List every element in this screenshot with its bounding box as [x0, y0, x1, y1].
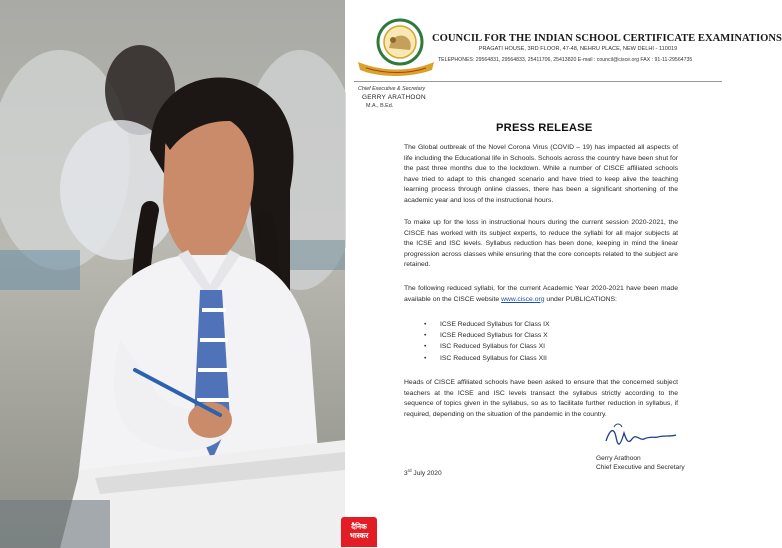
date-day: 3: [404, 470, 408, 478]
signature-image: [600, 419, 680, 455]
header-divider: [354, 81, 722, 82]
press-release-title: PRESS RELEASE: [496, 122, 593, 134]
paragraph-syllabus-reduction: To make up for the loss in instructional hours during the current session 2020-2021, the CISCE has worked with its subject experts, to reduce the syllabi for all major subjects at the ICSE and ISC levels. Syllabus reduction has been done, keeping in mind the linear progression across classes while ensuring that the core concepts related to the subject are retained.: [404, 219, 678, 269]
date-month-year: July 2020: [411, 470, 442, 478]
signatory-block: [596, 455, 685, 472]
availability-text-end: under PUBLICATIONS:: [544, 295, 617, 303]
executive-degree: M.A., B.Ed.: [366, 103, 394, 109]
paragraph-outbreak: The Global outbreak of the Novel Corona Virus (COVID – 19) has impacted all aspects of life including the Educational life in Schools. Schools across the country have been shut for the past three months due to the lockdown. While a number of CISCE affiliated schools have tried to adapt to this changed scenario and have tried to keep alive the teaching learning process through online classes, there has been a significant shortening of the academic year and loss of the instructional hours.: [404, 144, 678, 204]
executive-name: GERRY ARATHOON: [362, 94, 426, 101]
student-photo-illustration: [0, 0, 345, 548]
list-item: • ICSE Reduced Syllabus for Class X: [424, 330, 550, 341]
brand-line-2: भास्कर: [349, 531, 369, 540]
student-photo: [0, 0, 345, 548]
date-suffix: rd: [407, 468, 412, 473]
organization-address: PRAGATI HOUSE, 3RD FLOOR, 47-48, NEHRU PLACE, NEW DELHI - 110019: [478, 46, 678, 52]
organization-name: COUNCIL FOR THE INDIAN SCHOOL CERTIFICATE EXAMINATIONS: [432, 33, 782, 44]
organization-contact: TELEPHONES: 29564831, 29564833, 25411706, 25413820 E-mail : council@cisce.org FAX : 91-11-29564735: [438, 57, 693, 63]
press-release-document: [346, 0, 782, 548]
paragraph-instructions: Heads of CISCE affiliated schools have been asked to ensure that the concerned subject teachers at the ICSE and ISC levels transact the syllabus strictly according to the sequence of topics given in the syllabus, so as to facilitate further reduction in syllabus, if required, depending on the situation of the pandemic in the country.: [404, 379, 678, 418]
dainik-bhaskar-logo: [341, 517, 377, 547]
availability-text: The following reduced syllabi, for the current Academic Year 2020-2021 have been made available on the CISCE website: [404, 285, 678, 303]
release-date: [404, 468, 442, 477]
signatory-title: Chief Executive and Secretary: [596, 463, 685, 471]
paragraph-availability: [404, 284, 678, 305]
executive-title: Chief Executive & Secretary: [358, 86, 426, 92]
cisce-website-link[interactable]: www.cisce.org: [501, 295, 545, 303]
signatory-name: Gerry Arathoon: [596, 455, 641, 462]
syllabus-list: [424, 319, 550, 364]
brand-line-1: दैनिक: [351, 522, 367, 531]
list-item: • ICSE Reduced Syllabus for Class IX: [424, 319, 550, 330]
list-item: • ISC Reduced Syllabus for Class XI: [424, 341, 550, 352]
cisce-logo-emblem: [352, 16, 436, 82]
list-item: • ISC Reduced Syllabus for Class XII: [424, 353, 550, 364]
